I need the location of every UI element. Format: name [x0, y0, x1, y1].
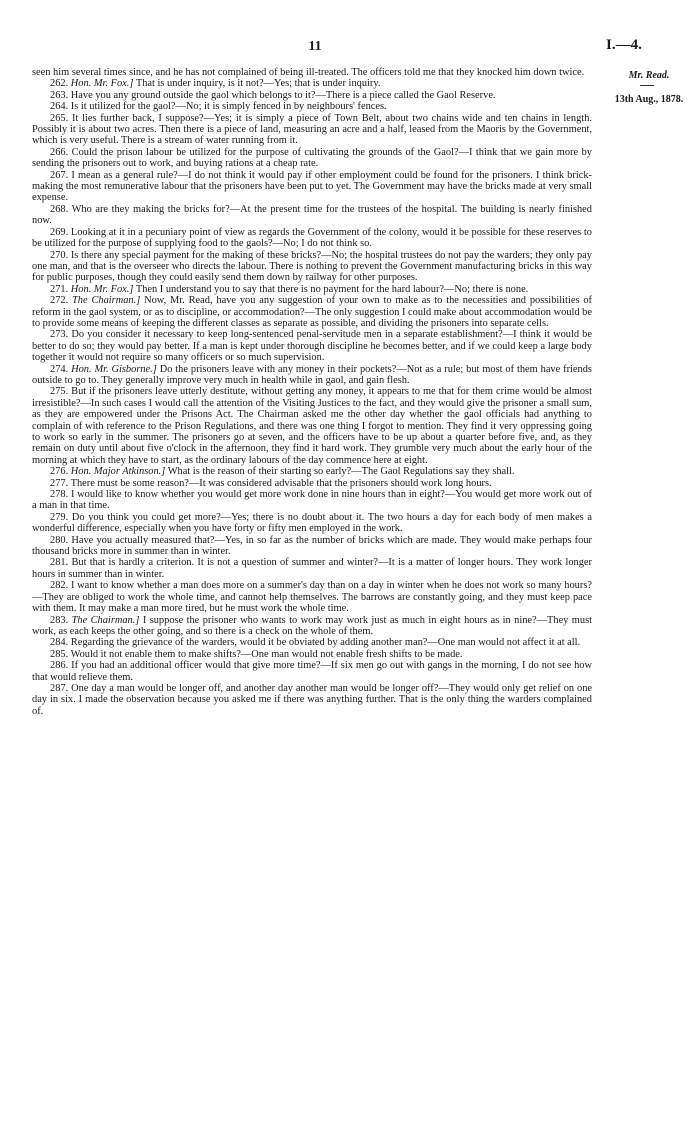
question-number: 267.	[50, 169, 69, 181]
paragraph-text: It lies further back, I suppose?—Yes; it is simply a piece of Town Belt, about two chains wide and ten chains in length. Possibly it is about two acres. Then there is a piece of land, measuring an acre and a half, leased from the Maoris by the Government, which is very useful. There is a stream of water running from it.	[32, 112, 592, 147]
paragraph-text: If you had an additional officer would that give more time?—If six men go out with gangs in the morning, I do not see how that would relieve them.	[32, 660, 592, 683]
testimony-paragraph	[32, 78, 592, 89]
paragraph-text: There must be some reason?—It was considered advisable that the prisoners should work long hours.	[70, 477, 492, 489]
testimony-paragraph	[32, 683, 592, 717]
question-number: 280.	[50, 534, 69, 546]
testimony-paragraph	[32, 386, 592, 466]
question-number: 263.	[50, 89, 69, 101]
question-number: 264.	[50, 101, 69, 113]
testimony-paragraph	[32, 478, 592, 489]
paragraph-text: Now, Mr. Read, have you any suggestion of your own to make as to the necessities and possibilities of reform in the gaol system, or as to discipline, or accommodation?—The only suggestion I could make about accommodation would be to provide some means of keeping the different classes as separate as possible, and dividing the prisoners into separate cells.	[32, 295, 592, 329]
paragraph-text: Do you consider it necessary to keep long-sentenced penal-servitude men in a separate establishment?—I think it would be better to do so; they would pay better. If a man is kept under thorough discipline he becomes better, and if we could keep a large body together it would not require so many officers or so much supervision.	[32, 329, 592, 364]
margin-witness-name: Mr. Read.	[628, 70, 670, 81]
question-number: 270.	[50, 249, 69, 261]
testimony-paragraph	[32, 580, 592, 614]
testimony-paragraph	[32, 295, 592, 329]
testimony-paragraph	[32, 147, 592, 170]
margin-divider	[640, 85, 654, 86]
testimony-paragraph	[32, 557, 592, 580]
paper-reference: I.—4.	[606, 37, 642, 53]
paragraph-text: Then I understand you to say that there is no payment for the hard labour?—No; there is none.	[135, 283, 529, 295]
paragraph-text: I suppose the prisoner who wants to work may work just as much in eight hours as in nine?—They must work, as each keeps the other going, and so there is a check on the whole of them.	[32, 614, 592, 637]
question-number: 266.	[50, 146, 69, 158]
question-number: 277.	[50, 477, 69, 489]
paragraph-text: Is it utilized for the gaol?—No; it is simply fenced in by neighbours' fences.	[70, 101, 387, 113]
testimony-paragraph	[32, 284, 592, 295]
paragraph-text: Have you actually measured that?—Yes, in so far as the number of bricks which are made. They would make perhaps four thousand bricks more in summer than in winter.	[32, 534, 592, 558]
question-number: 272.	[50, 295, 69, 307]
testimony-paragraph	[32, 512, 592, 535]
testimony-paragraph	[32, 90, 592, 101]
testimony-paragraph	[32, 637, 592, 648]
paragraph-text: I would like to know whether you would get more work done in nine hours than in eight?—You would get more work out of a man in that time.	[32, 489, 592, 512]
paragraph-text: One day a man would be longer off, and another day another man would be longer off?—They would only get relief on one day in six. I made the observation because you asked me if there was anything further. That is the only thing the warders complained of.	[32, 682, 592, 717]
question-number: 276.	[50, 466, 69, 478]
paragraph-text: Is there any special payment for the making of these bricks?—No; the hospital trustees do not pay the warders; they only pay one man, and that is the overseer who directs the labour. There is nothing to prevent the Government manufacturing bricks in this way for public purposes, though they could easily send them down by railway for other purposes.	[32, 249, 592, 284]
testimony-paragraph	[32, 101, 592, 112]
testimony-paragraph	[32, 113, 592, 147]
paragraph-text: Do you think you could get more?—Yes; there is no doubt about it. The two hours a day for each body of men makes a wonderful difference, especially when you have forty or fifty men employed in the work.	[32, 511, 592, 535]
question-number: 287.	[50, 682, 69, 694]
question-number: 279.	[50, 511, 69, 523]
paragraph-text: Who are they making the bricks for?—At the present time for the trustees of the hospital. The building is nearly finished now.	[32, 203, 592, 227]
speaker-name: The Chairman.]	[72, 295, 141, 307]
paragraph-text: That is under inquiry, is it not?—Yes; that is under inquiry.	[135, 78, 381, 90]
testimony-paragraph	[32, 649, 592, 660]
speaker-name: Hon. Major Atkinson.]	[70, 466, 166, 478]
question-number: 285.	[50, 648, 69, 660]
testimony-paragraph	[32, 364, 592, 387]
question-number: 274.	[50, 363, 69, 375]
paragraph-text: seen him several times since, and he has not complained of being ill-treated. The officers told me that they knocked him down twice.	[32, 67, 585, 78]
paragraph-text: Regarding the grievance of the warders, would it be obviated by adding another man?—One man would not affect it at all.	[70, 637, 581, 649]
paragraph-text: What is the reason of their starting so early?—The Gaol Regulations say they shall.	[167, 466, 515, 478]
page-number: 11	[308, 39, 322, 54]
question-number: 268.	[50, 203, 69, 215]
testimony-paragraph	[32, 204, 592, 227]
paragraph-text: Looking at it in a pecuniary point of view as regards the Government of the colony, would it be possible for these reserves to be utilized for the purpose of supplying food to the gaols?—No; I do not think so.	[32, 226, 592, 250]
testimony-paragraph	[32, 489, 592, 512]
question-number: 271.	[50, 283, 69, 295]
speaker-name: Hon. Mr. Gisborne.]	[71, 363, 157, 375]
paragraph-text: But that is hardly a criterion. It is not a question of summer and winter?—It is a matter of longer hours. They work longer hours in summer than in winter.	[32, 557, 592, 580]
testimony-paragraph	[32, 227, 592, 250]
testimony-paragraph	[32, 250, 592, 284]
speaker-name: The Chairman.]	[71, 614, 140, 626]
paragraph-text: Would it not enable them to make shifts?—One man would not enable fresh shifts to be made.	[70, 648, 463, 660]
testimony-paragraph	[32, 170, 592, 204]
speaker-name: Hon. Mr. Fox.]	[70, 283, 134, 295]
question-number: 282.	[50, 580, 69, 592]
question-number: 265.	[50, 112, 69, 124]
question-number: 275.	[50, 386, 69, 398]
paragraph-text: Could the prison labour be utilized for the purpose of cultivating the grounds of the Gaol?—I think that we gain more by sending the prisoners out to work, and buying rations at a cheap rate.	[32, 146, 592, 170]
testimony-paragraph	[32, 660, 592, 683]
testimony-paragraph	[32, 615, 592, 638]
testimony-paragraph	[32, 466, 592, 477]
paragraph-text: Do the prisoners leave with any money in their pockets?—Not as a rule; but most of them have friends outside to go to. They generally improve very much in health while in gaol, and gain flesh.	[32, 363, 592, 386]
question-number: 283.	[50, 614, 69, 626]
paragraph-text: But if the prisoners leave utterly destitute, without getting any money, it appears to me that for them crime would be almost irresistible?—In such cases I would call the attention of the Visiting Justices to the fact, and they would give the prisoner a small sum, as they are empowered under the Prisons Act. The Chairman asked me the other day whether the gaol officials had anything to complain of with reference to the Prison Regulations, and there was one thing I forgot to mention. They find it very oppressing going to work so early in the summer. The prisoners go at seven, and the officers have to be up about a quarter before five, and, as they remain on duty until about five o'clock in the afternoon, they find it hard work. They grumble very much about the early hour of the morning at which they have to start, as the ordinary labours of the day commence here at eight.	[32, 386, 592, 466]
question-number: 269.	[50, 226, 69, 238]
question-number: 273.	[50, 329, 69, 341]
testimony-paragraph	[32, 329, 592, 363]
question-number: 284.	[50, 637, 69, 649]
question-number: 286.	[50, 660, 69, 672]
speaker-name: Hon. Mr. Fox.]	[70, 78, 134, 90]
paragraph-text: Have you any ground outside the gaol which belongs to it?—There is a piece called the Gaol Reserve.	[70, 89, 496, 101]
question-number: 278.	[50, 489, 69, 501]
testimony-paragraph	[32, 535, 592, 558]
paragraph-text: I mean as a general rule?—I do not think it would pay if other employment could be found for the prisoners. I think brick-making the most remunerative labour that the prisoners have been put to yet. The Government may have the bricks made at very small expense.	[32, 169, 592, 204]
question-number: 281.	[50, 557, 69, 569]
testimony-body	[32, 67, 592, 717]
paragraph-text: I want to know whether a man does more on a summer's day than on a day in winter when he does not work so many hours?—They are obliged to work the whole time, and cannot help themselves. The barrows are constantly going, and they must keep pace with them. It may make a man more tired, but he must work the whole time.	[32, 580, 592, 615]
margin-date: 13th Aug., 1878.	[614, 94, 684, 105]
testimony-paragraph	[32, 67, 592, 78]
question-number: 262.	[50, 78, 69, 90]
